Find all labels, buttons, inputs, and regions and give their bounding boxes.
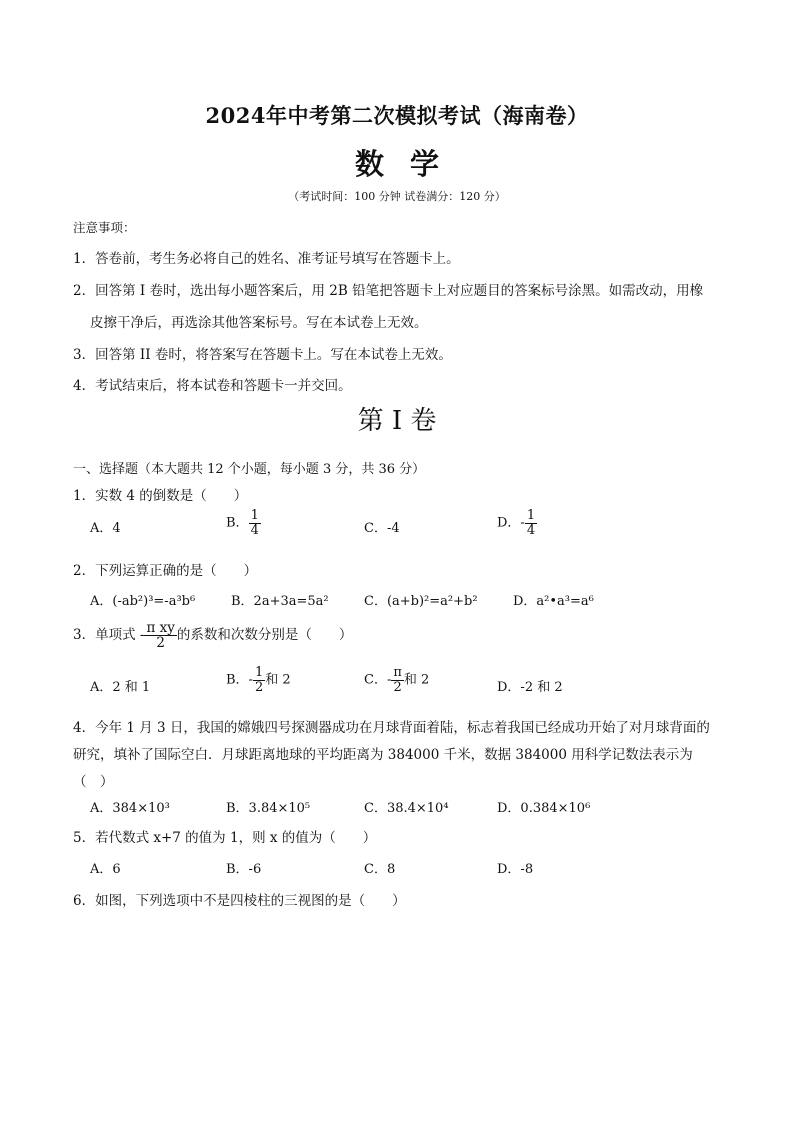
option-suffix: 和 2	[265, 672, 291, 688]
section-title: 一、选择题（本大题共 12 个小题，每小题 3 分，共 36 分）	[73, 462, 426, 477]
exam-title: 2024年中考第二次模拟考试（海南卷）	[205, 103, 589, 128]
fraction-denominator: 2	[156, 635, 165, 652]
question-4-option-a: A．384×10³	[90, 801, 170, 816]
question-4-stem-line-3: （ ）	[73, 774, 114, 790]
question-4-option-c: C．38.4×10⁴	[364, 801, 449, 816]
question-5-option-c: C．8	[364, 862, 396, 877]
question-5-option-b: B．-6	[226, 862, 262, 877]
fraction	[253, 666, 265, 694]
subject-title: 数学	[354, 147, 465, 181]
fraction-numerator: π	[393, 665, 402, 680]
fraction-numerator: 1	[526, 508, 536, 523]
question-2-option-c: C．(a+b)²=a²+b²	[364, 594, 478, 609]
question-4-option-d: D．0.384×10⁶	[497, 801, 591, 816]
stem-text: 3．单项式 -	[73, 627, 145, 644]
fraction-numerator: 1	[250, 508, 259, 523]
question-3-option-a: A．2 和 1	[90, 680, 151, 695]
question-6-stem: 6．如图，下列选项中不是四棱柱的三视图的是（ ）	[73, 893, 406, 909]
exam-info: （考试时间：100 分钟 试卷满分：120 分）	[288, 190, 506, 203]
fraction-denominator: 2	[254, 679, 264, 695]
question-3-option-d: D．-2 和 2	[497, 680, 563, 695]
question-5-option-d: D．-8	[497, 862, 534, 877]
option-suffix: 和 2	[403, 672, 430, 688]
fraction-denominator: 4	[250, 522, 259, 538]
notice-heading: 注意事项：	[73, 220, 136, 235]
fraction	[391, 666, 404, 694]
notice-item-2: 2．回答第 I 卷时，选出每小题答案后，用 2B 铅笔把答题卡上对应题目的答案标号涂黑。如需改动，用橡	[73, 283, 704, 299]
question-5-stem: 5．若代数式 x+7 的值为 1，则 x 的值为（ ）	[73, 830, 377, 846]
question-1-option-a: A．4	[90, 521, 121, 536]
question-2-option-b: B．2a+3a=5a²	[231, 594, 329, 609]
question-2-option-a: A．(-ab²)³=-a³b⁶	[90, 594, 196, 609]
notice-item-1: 1．答卷前，考生务必将自己的姓名、准考证号填写在答题卡上。	[73, 251, 460, 267]
question-4-stem-line-2: 研究，填补了国际空白．月球距离地球的平均距离为 384000 千米，数据 384000 用科学记数法表示为	[73, 747, 693, 763]
question-2-stem: 2．下列运算正确的是（ ）	[73, 563, 258, 579]
fraction-denominator: 4	[526, 522, 536, 538]
question-1-option-c: C．-4	[364, 521, 400, 536]
notice-item-2-cont: 皮擦干净后，再选涂其他答案标号。写在本试卷上无效。	[90, 315, 428, 331]
option-label: B．	[226, 515, 249, 531]
option-label: B．-	[226, 672, 253, 688]
fraction	[144, 621, 176, 650]
question-1-option-d	[497, 509, 537, 537]
notice-item-4: 4．考试结束后，将本试卷和答题卡一并交回。	[73, 378, 352, 394]
fraction	[249, 509, 261, 537]
volume-title: 第 I 卷	[357, 406, 437, 436]
fraction-denominator: 2	[393, 679, 402, 695]
fraction	[525, 509, 537, 537]
question-4-stem-line-1: 4．今年 1 月 3 日，我国的嫦娥四号探测器成功在月球背面着陆，标志着我国已经成功开始了对月球背面的	[73, 720, 710, 736]
stem-text: 的系数和次数分别是（ ）	[176, 627, 353, 644]
question-5-option-a: A．6	[90, 862, 121, 877]
question-2-option-d: D．a²•a³=a⁶	[513, 594, 594, 609]
question-1-stem: 1．实数 4 的倒数是（ ）	[73, 488, 248, 504]
question-3-stem	[73, 621, 352, 650]
question-4-option-b: B．3.84×10⁵	[226, 801, 311, 816]
option-label: D．-	[497, 515, 525, 531]
fraction-numerator: π xy	[146, 620, 175, 636]
notice-item-3: 3．回答第 II 卷时，将答案写在答题卡上。写在本试卷上无效。	[73, 347, 452, 363]
question-1-option-b	[226, 509, 261, 537]
option-label: C．-	[364, 672, 392, 688]
fraction-numerator: 1	[254, 665, 264, 680]
question-3-option-b	[226, 666, 291, 694]
question-3-option-c	[364, 666, 429, 694]
